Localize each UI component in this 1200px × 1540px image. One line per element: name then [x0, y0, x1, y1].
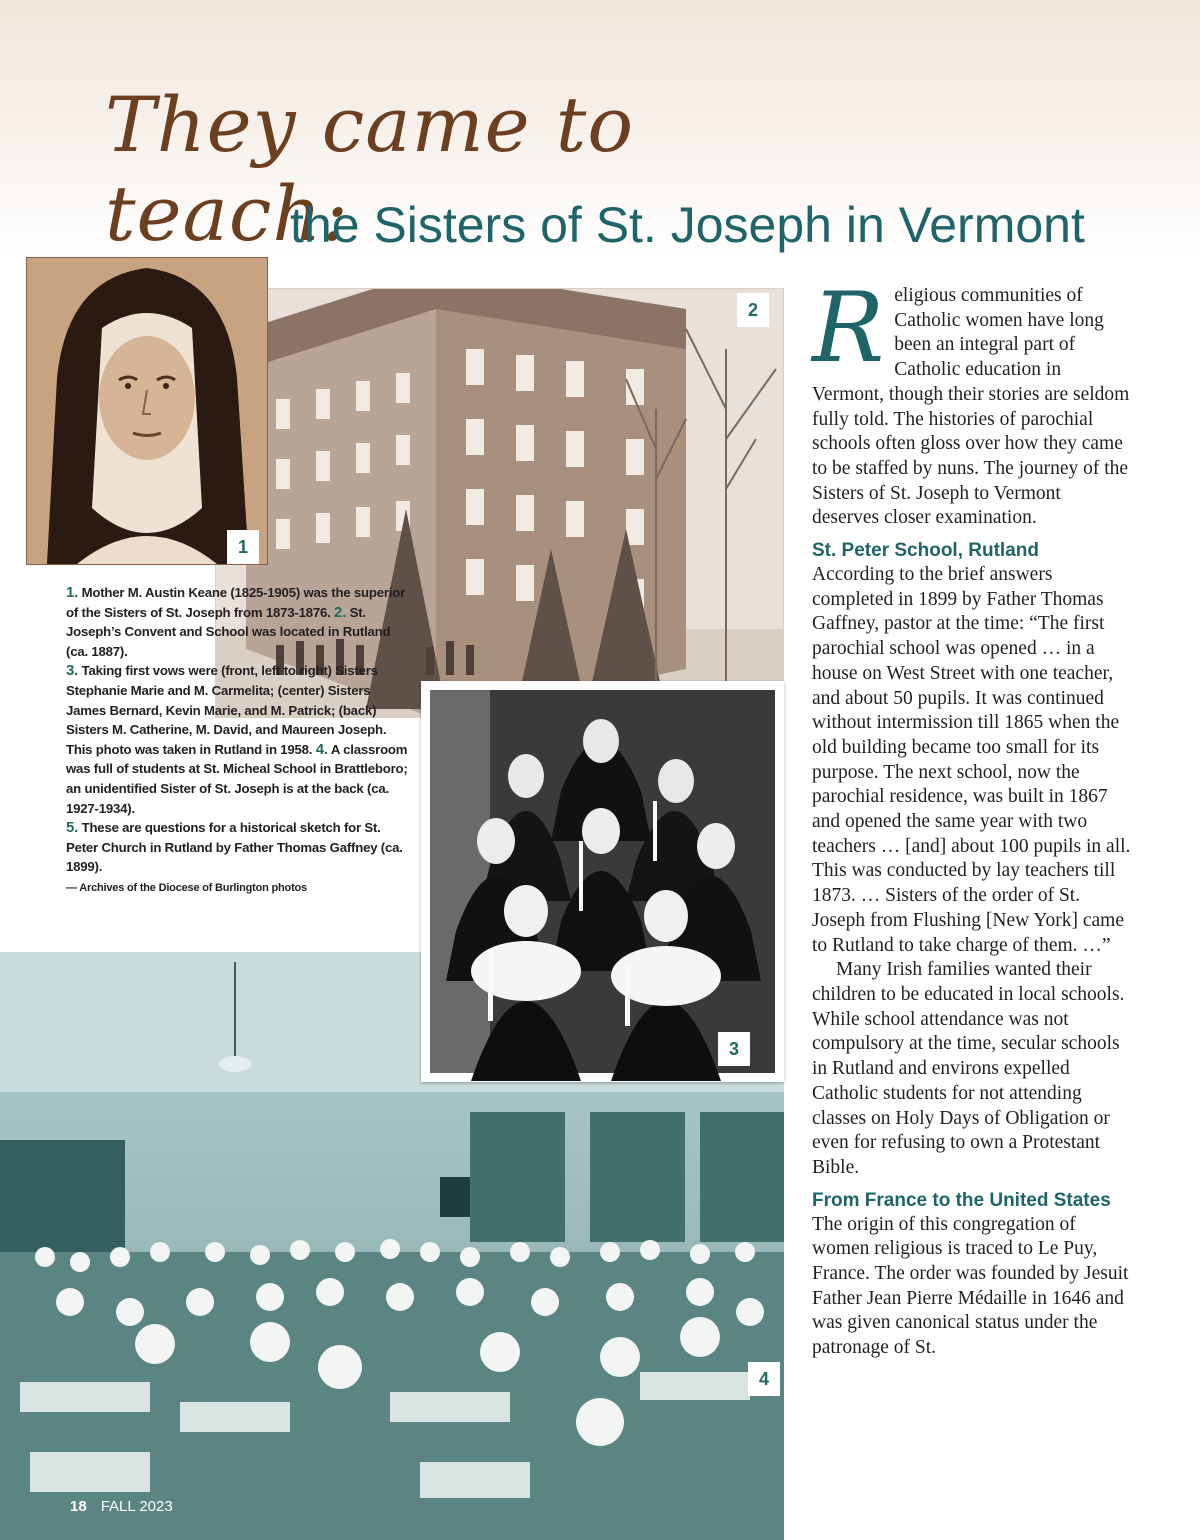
- photo-number-3: 3: [718, 1032, 750, 1066]
- caption-text-5: These are questions for a historical sketch for St. Peter Church in Rutland by Father Thomas Gaffney (ca. 1899).: [66, 820, 403, 875]
- article-paragraph-3: The origin of this congregation of women religious is traced to Le Puy, France. The order was founded by Jesuit Father Jean Pierre Médaille in 1646 and was given canonical status under the patronage of St.: [812, 1213, 1129, 1359]
- caption-number-5: 5.: [66, 819, 79, 837]
- issue-label: FALL 2023: [100, 1498, 173, 1515]
- caption-number-4: 4.: [315, 740, 328, 758]
- article-intro-paragraph: [812, 272, 1132, 531]
- caption-number-1: 1.: [66, 584, 79, 601]
- caption-text-3: Taking first vows were (front, left to right) Sisters Stephanie Marie and M. Carmelita; (center) Sisters James Bernard, Kevin Marie, and M. Patrick; (back) Sisters M. Catherine, M. David, and Maureen Joseph. This photo was taken in Rutland in 1958.: [66, 663, 387, 757]
- article-paragraph-1: According to the brief answers completed in 1899 by Father Thomas Gaffney, pastor at the time: “The first parochial school was opened … in a house on West Street with one teacher, and about 50 pupils. It was continued without intermission till 1865 when the old building became too small for its purpose. The next school, now the parochial residence, was built in 1867 and opened the same year with two teachers … [and] about 100 pupils in all. This was conducted by lay teachers till 1873. … Sisters of the order of St. Joseph from Flushing [New York] came to Rutland to take charge of them. …”: [812, 564, 1131, 956]
- caption-number-3: 3.: [66, 662, 79, 680]
- photo-portrait-mother-austin: [26, 257, 268, 565]
- article-intro-text: eligious communities of Catholic women have long been an integral part of Catholic education in Vermont, though their stories are seldom fully told. The histories of parochial schools often gloss over how they came to be staffed by nuns. The journey of the Sisters of St. Joseph to Vermont deserves closer examination.: [812, 285, 1130, 529]
- subhead-st-peter-school: St. Peter School, Rutland: [812, 540, 1039, 562]
- caption-text-4: A classroom was full of students at St. Micheal School in Brattleboro; an unidentified Sister of St. Joseph is at the back (ca. 1927-1934).: [66, 741, 408, 816]
- caption-text-2: St. Joseph’s Convent and School was located in Rutland (ca. 1887).: [66, 604, 391, 659]
- article-paragraph-2: Many Irish families wanted their children to be educated in local schools. While school attendance was not compulsory at the time, secular schools in Rutland and environs expelled Catholic students for not attending classes on Holy Days of Obligation or even for refusing to own a Protestant Bible.: [812, 959, 1125, 1178]
- article-body: [812, 272, 1132, 1361]
- title-script: They came to teach:: [105, 80, 635, 258]
- photo-sisters-first-vows: [421, 681, 784, 1082]
- subhead-france-to-us: From France to the United States: [812, 1189, 1111, 1211]
- page-folio: [70, 1498, 173, 1515]
- photo-number-2: 2: [737, 293, 769, 327]
- photo-number-1: 1: [227, 530, 259, 564]
- page-number: 18: [70, 1498, 87, 1515]
- caption-text-1: Mother M. Austin Keane (1825-1905) was the superior of the Sisters of St. Joseph from 1873-1876.: [66, 585, 406, 620]
- caption-number-2: 2.: [334, 603, 347, 621]
- photo-captions: [66, 583, 412, 899]
- photo-credit: — Archives of the Diocese of Burlington photos: [66, 881, 307, 894]
- title-subtitle: the Sisters of St. Joseph in Vermont: [290, 197, 1085, 253]
- photo-number-4: 4: [748, 1362, 780, 1396]
- drop-cap: R: [812, 272, 885, 384]
